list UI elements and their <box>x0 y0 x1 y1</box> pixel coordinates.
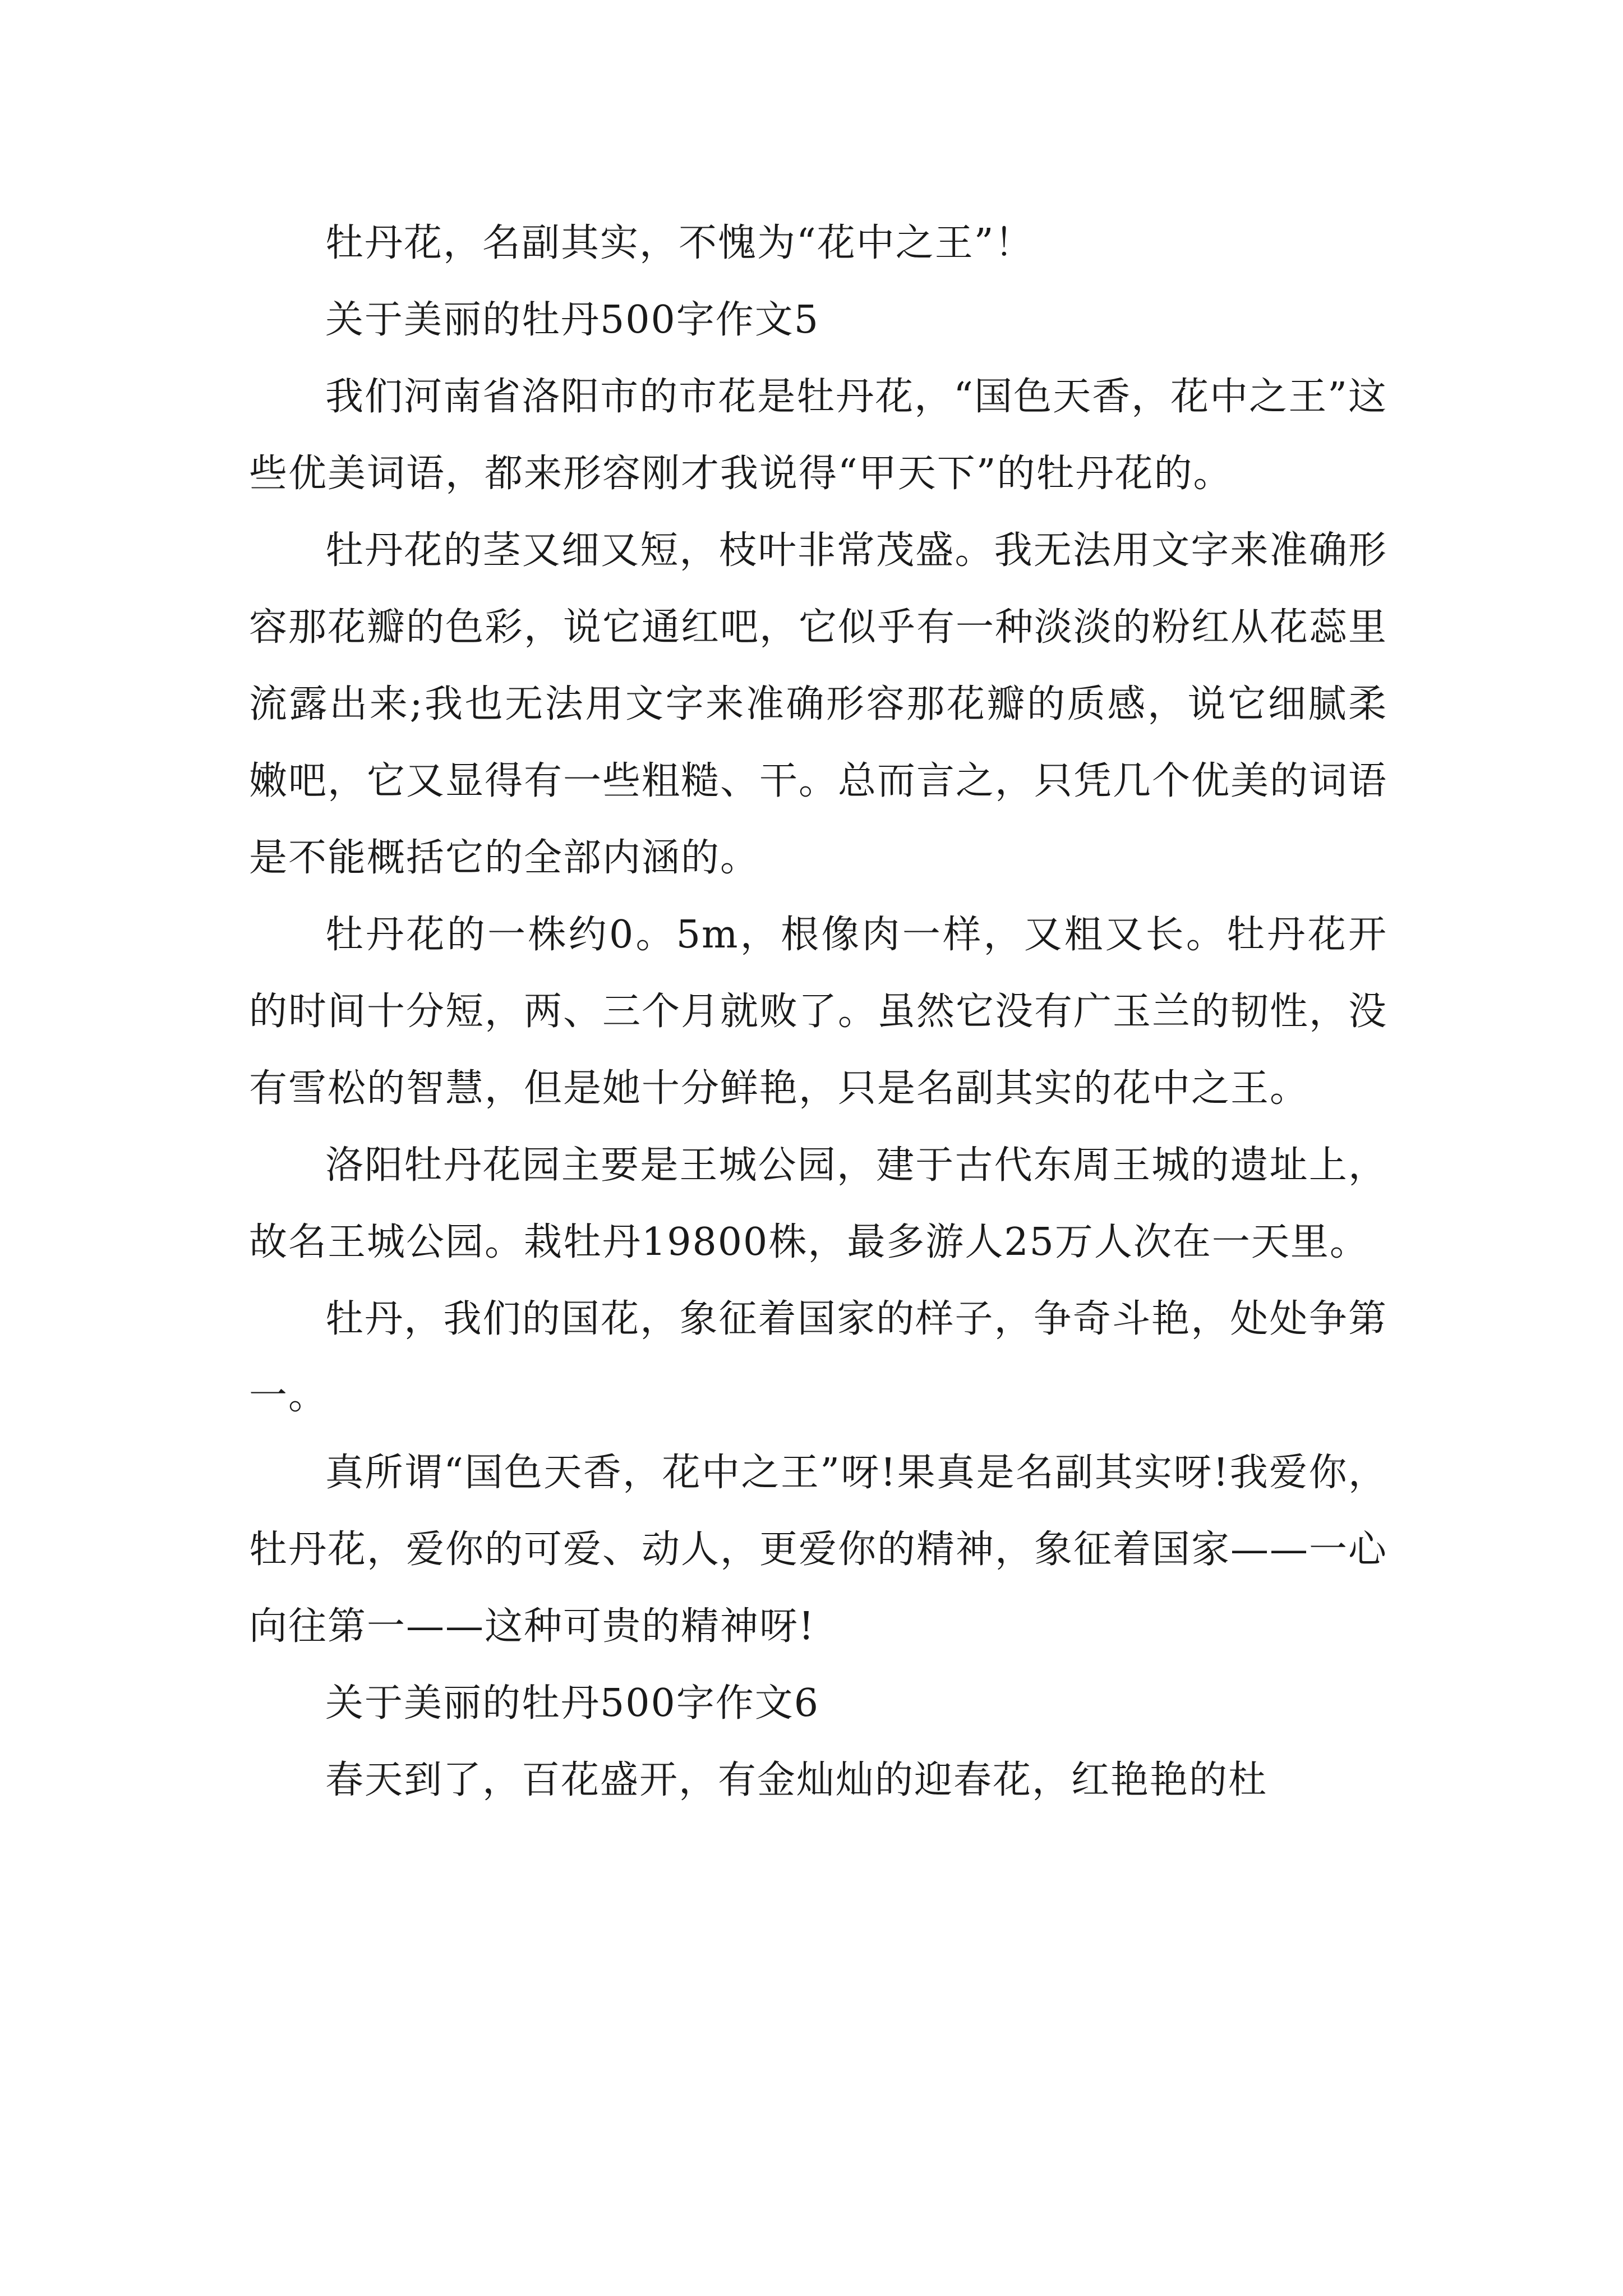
paragraph: 春天到了，百花盛开，有金灿灿的迎春花，红艳艳的杜 <box>325 1758 1268 1802</box>
paragraph: 牡丹花的一株约0。5m，根像肉一样，又粗又长。牡丹花开的时间十分短，两、三个月就败了。虽然它没有广玉兰的韧性，没有雪松的智慧，但是她十分鲜艳，只是名副其实的花中之王。 <box>249 913 1388 1111</box>
section-heading: 关于美丽的牡丹500字作文6 <box>325 1681 820 1726</box>
paragraph: 牡丹，我们的国花，象征着国家的样子，争奇斗艳，处处争第一。 <box>249 1297 1387 1418</box>
section-heading: 关于美丽的牡丹500字作文5 <box>325 298 820 342</box>
paragraph: 我们河南省洛阳市的市花是牡丹花，“国色天香，花中之王”这些优美词语，都来形容刚才我说得“甲天下”的牡丹花的。 <box>249 375 1387 496</box>
document-body <box>249 205 1387 1819</box>
paragraph: 牡丹花的茎又细又短，枝叶非常茂盛。我无法用文字来准确形容那花瓣的色彩，说它通红吧，它似乎有一种淡淡的粉红从花蕊里流露出来;我也无法用文字来准确形容那花瓣的质感，说它细腻柔嫩吧，它又显得有一些粗糙、干。总而言之，只凭几个优美的词语是不能概括它的全部内涵的。 <box>249 528 1388 880</box>
paragraph: 真所谓“国色天香，花中之王”呀!果真是名副其实呀!我爱你，牡丹花，爱你的可爱、动人，更爱你的精神，象征着国家——一心向往第一——这种可贵的精神呀! <box>249 1451 1388 1649</box>
paragraph: 洛阳牡丹花园主要是王城公园，建于古代东周王城的遗址上，故名王城公园。栽牡丹19800株，最多游人25万人次在一天里。 <box>249 1143 1387 1264</box>
paragraph: 牡丹花，名副其实，不愧为“花中之王”！ <box>325 221 1034 265</box>
